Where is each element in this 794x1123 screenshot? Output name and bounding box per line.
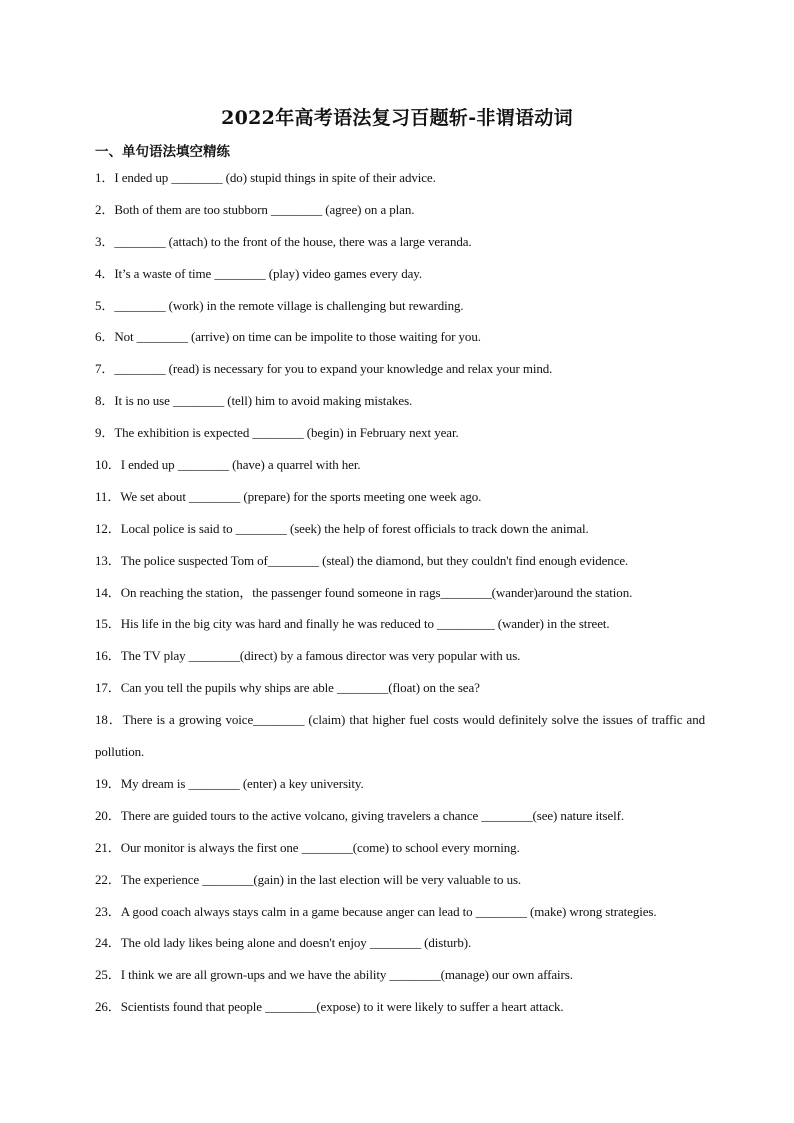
question-number: 16． [95,648,121,664]
question-number: 19． [95,775,121,791]
question-item [95,194,705,226]
question-item [95,832,705,864]
question-item [95,608,705,640]
question-item [95,290,705,322]
question-number: 25． [95,967,121,983]
question-number: 2． [95,201,115,217]
question-text: It is no use ________ (tell) him to avoid making mistakes. [114,393,413,409]
question-item [95,991,705,1023]
question-number: 1． [95,170,115,185]
question-text: There is a growing voice________ (claim) that higher fuel costs would definitely solve the issues of traffic and pollution. [95,712,706,760]
section-heading: 一、单句语法填空精练 [95,144,230,160]
question-item [95,959,705,991]
question-number: 11． [95,488,121,504]
question-text: We set about ________ (prepare) for the sports meeting one week ago. [120,488,482,504]
question-text: On reaching the station，the passenger found someone in rags________(wander)around the station. [120,584,633,600]
question-text: It’s a waste of time ________ (play) video games every day. [114,265,423,281]
question-text: His life in the big city was hard and finally he was reduced to _________ (wander) in the street. [120,616,610,632]
question-text: The old lady likes being alone and doesn't enjoy ________ (disturb). [120,935,472,951]
question-item [95,577,705,609]
question-item [95,385,705,417]
question-number: 13． [95,552,121,568]
question-number: 22． [95,871,121,887]
question-item [95,449,705,481]
question-item [95,640,705,672]
question-item [95,864,705,896]
question-item [95,226,705,258]
question-number: 18． [95,712,123,728]
question-number: 10． [95,457,121,473]
question-text: The exhibition is expected ________ (begin) in February next year. [114,425,459,441]
question-number: 21． [95,839,121,855]
question-text: Both of them are too stubborn ________ (agree) on a plan. [114,201,415,217]
question-item [95,545,705,577]
question-list [95,162,705,1023]
question-item [95,417,705,449]
question-number: 4． [95,265,115,281]
question-item [95,258,705,290]
question-text: The experience ________(gain) in the last election will be very valuable to us. [120,871,522,887]
question-number: 17． [95,680,121,696]
question-number: 14． [95,584,121,600]
question-number: 5． [95,297,115,313]
question-text: Our monitor is always the first one ________(come) to school every morning. [120,839,520,855]
question-number: 9． [95,425,115,441]
question-item [95,927,705,959]
question-item [95,321,705,353]
question-number: 8． [95,393,115,409]
question-text: Not ________ (arrive) on time can be impolite to those waiting for you. [114,329,481,345]
question-text: The TV play ________(direct) by a famous director was very popular with us. [120,648,521,664]
question-text: I think we are all grown-ups and we have the ability ________(manage) our own affairs. [120,967,573,983]
question-text: ________ (read) is necessary for you to expand your knowledge and relax your mind. [114,361,553,377]
question-item [95,481,705,513]
question-text: A good coach always stays calm in a game because anger can lead to ________ (make) wrong strategies. [120,903,657,919]
question-text: Local police is said to ________ (seek) the help of forest officials to track down the animal. [120,520,589,536]
question-number: 3． [95,233,115,249]
question-text: The police suspected Tom of________ (steal) the diamond, but they couldn't find enough evidence. [120,552,629,568]
question-text: There are guided tours to the active volcano, giving travelers a chance ________(see) nature itself. [120,807,625,823]
question-number: 12． [95,520,121,536]
question-number: 26． [95,999,121,1015]
question-text: I ended up ________ (have) a quarrel with her. [120,457,361,473]
question-text: Can you tell the pupils why ships are able ________(float) on the sea? [120,680,480,696]
question-item [95,800,705,832]
question-text: Scientists found that people ________(expose) to it were likely to suffer a heart attack. [120,999,564,1015]
question-item [95,896,705,928]
question-item [95,704,705,768]
question-number: 20． [95,807,121,823]
document-title: 2022年高考语法复习百题斩-非谓语动词 [221,107,573,129]
question-item [95,162,705,194]
question-text: I ended up ________ (do) stupid things in spite of their advice. [114,170,436,185]
question-number: 23． [95,903,121,919]
question-item [95,513,705,545]
question-number: 15． [95,616,121,632]
question-text: ________ (attach) to the front of the house, there was a large veranda. [114,233,472,249]
question-number: 7． [95,361,115,377]
question-text: My dream is ________ (enter) a key university. [120,775,364,791]
question-item [95,353,705,385]
question-item [95,768,705,800]
question-text: ________ (work) in the remote village is challenging but rewarding. [114,297,464,313]
question-item [95,672,705,704]
question-number: 24． [95,935,121,951]
question-number: 6． [95,329,115,345]
